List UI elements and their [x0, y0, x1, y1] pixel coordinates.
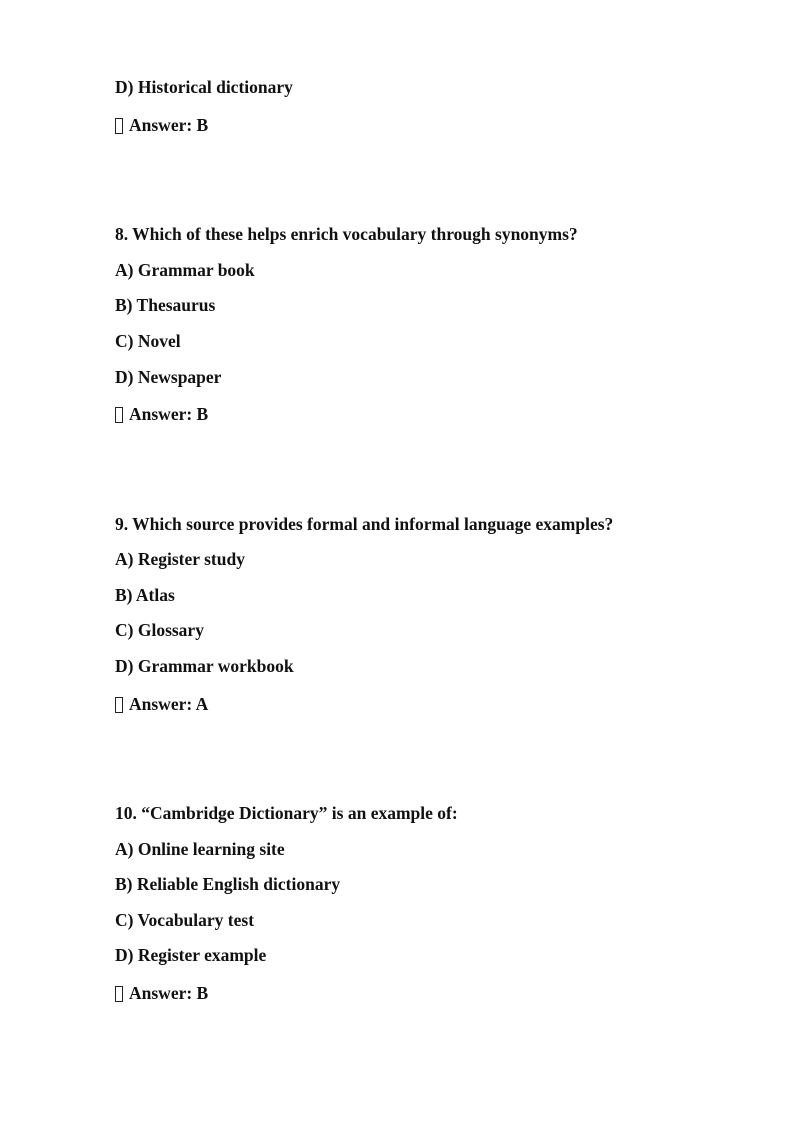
missing-glyph-icon	[115, 118, 123, 134]
answer-text: Answer: B	[129, 983, 209, 1003]
option-c: C) Glossary	[115, 620, 204, 640]
answer-line	[115, 114, 208, 136]
answer-line	[115, 982, 208, 1004]
missing-glyph-icon	[115, 986, 123, 1002]
option-c: C) Novel	[115, 331, 181, 351]
option-a: A) Grammar book	[115, 260, 255, 280]
answer-text: Answer: A	[129, 694, 209, 714]
answer-text: Answer: B	[129, 404, 209, 424]
answer-line	[115, 693, 208, 715]
option-a: A) Register study	[115, 549, 245, 569]
question-10: 10. “Cambridge Dictionary” is an example of:	[115, 803, 458, 823]
option-d: D) Newspaper	[115, 367, 222, 387]
answer-line	[115, 403, 208, 425]
answer-text: Answer: B	[129, 115, 209, 135]
missing-glyph-icon	[115, 407, 123, 423]
question-9: 9. Which source provides formal and informal language examples?	[115, 514, 614, 534]
option-b: B) Atlas	[115, 585, 175, 605]
option-b: B) Thesaurus	[115, 295, 216, 315]
option-b: B) Reliable English dictionary	[115, 874, 341, 894]
option-d: D) Grammar workbook	[115, 656, 294, 676]
option-c: C) Vocabulary test	[115, 910, 255, 930]
option-a: A) Online learning site	[115, 839, 285, 859]
option-d: D) Historical dictionary	[115, 77, 293, 97]
option-d: D) Register example	[115, 945, 267, 965]
missing-glyph-icon	[115, 697, 123, 713]
question-8: 8. Which of these helps enrich vocabulary through synonyms?	[115, 224, 578, 244]
